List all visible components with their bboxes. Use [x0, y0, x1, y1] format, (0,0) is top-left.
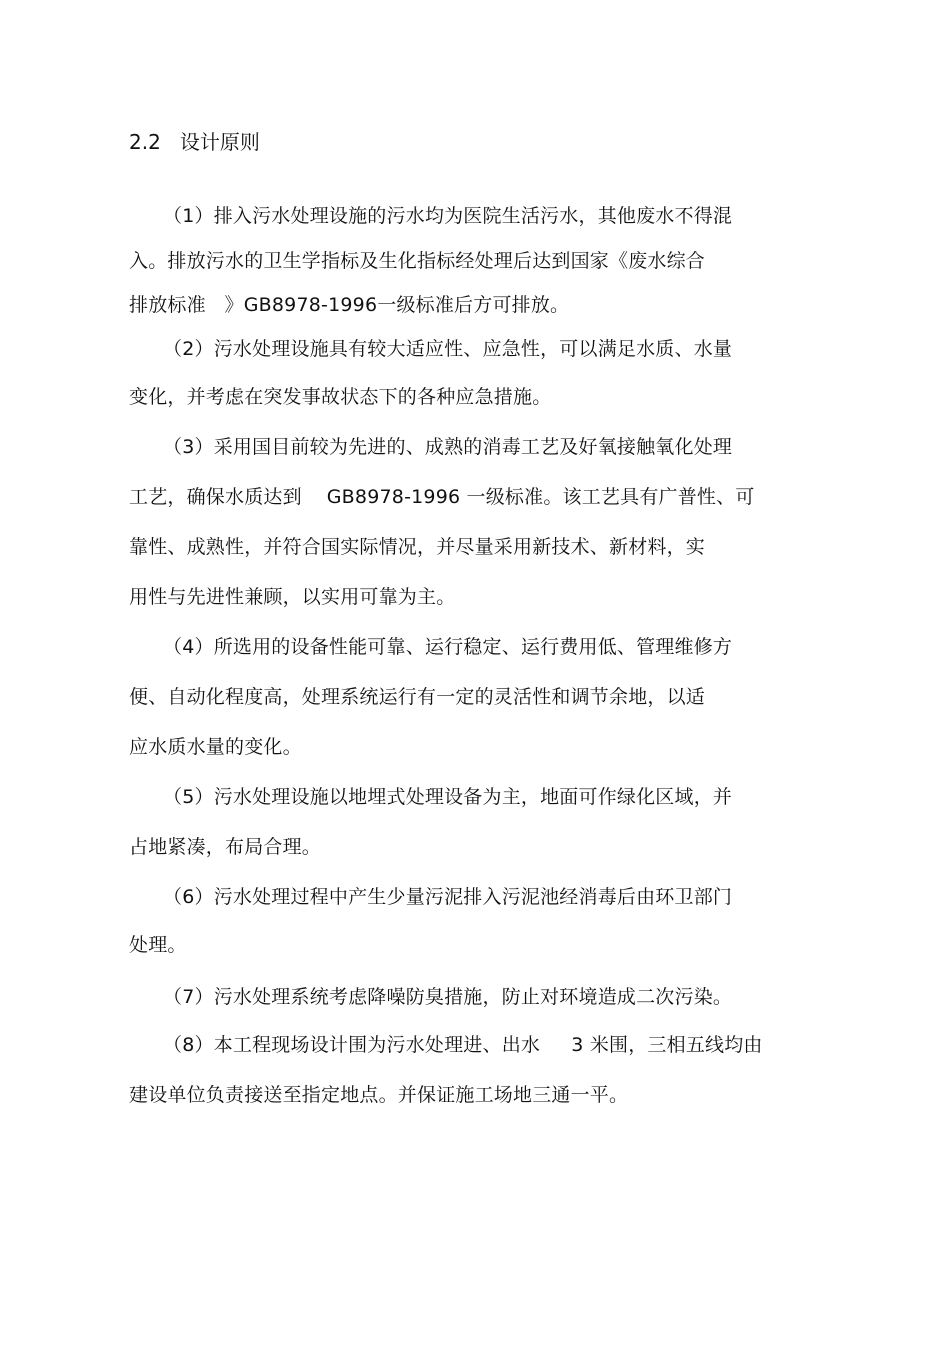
paragraph-3-line-2: 工艺，确保水质达到 GB8978-1996 一级标准。该工艺具有广普性、可 — [129, 486, 755, 508]
paragraph-1-line-3: 排放标准 》GB8978-1996一级标准后方可排放。 — [129, 294, 570, 316]
paragraph-2-line-1: （2）污水处理设施具有较大适应性、应急性，可以满足水质、水量 — [163, 338, 733, 360]
paragraph-7-line-1: （7）污水处理系统考虑降噪防臭措施，防止对环境造成二次污染。 — [163, 986, 733, 1008]
paragraph-4-line-2: 便、自动化程度高，处理系统运行有一定的灵活性和调节余地，以适 — [129, 686, 706, 708]
paragraph-5-line-2: 占地紧凑，布局合理。 — [129, 836, 322, 858]
paragraph-8-line-2: 建设单位负责接送至指定地点。并保证施工场地三通一平。 — [129, 1084, 629, 1106]
paragraph-6-line-2: 处理。 — [129, 934, 187, 956]
paragraph-6-line-1: （6）污水处理过程中产生少量污泥排入污泥池经消毒后由环卫部门 — [163, 886, 733, 908]
paragraph-3-line-4: 用性与先进性兼顾，以实用可靠为主。 — [129, 586, 456, 608]
paragraph-3-line-3: 靠性、成熟性，并符合国实际情况，并尽量采用新技术、新材料，实 — [129, 536, 706, 558]
paragraph-4-line-1: （4）所选用的设备性能可靠、运行稳定、运行费用低、管理维修方 — [163, 636, 733, 658]
paragraph-4-line-3: 应水质水量的变化。 — [129, 736, 302, 758]
paragraph-2-line-2: 变化，并考虑在突发事故状态下的各种应急措施。 — [129, 386, 552, 408]
paragraph-1-line-1: （1）排入污水处理设施的污水均为医院生活污水，其他废水不得混 — [163, 205, 733, 227]
paragraph-1-line-2: 入。排放污水的卫生学指标及生化指标经处理后达到国家《废水综合 — [129, 250, 706, 272]
section-heading: 2.2 设计原则 — [129, 130, 260, 154]
paragraph-5-line-1: （5）污水处理设施以地埋式处理设备为主，地面可作绿化区域，并 — [163, 786, 733, 808]
paragraph-3-line-1: （3）采用国目前较为先进的、成熟的消毒工艺及好氧接触氧化处理 — [163, 436, 733, 458]
paragraph-8-line-1: （8）本工程现场设计围为污水处理进、出水 3 米围，三相五线均由 — [163, 1034, 763, 1056]
